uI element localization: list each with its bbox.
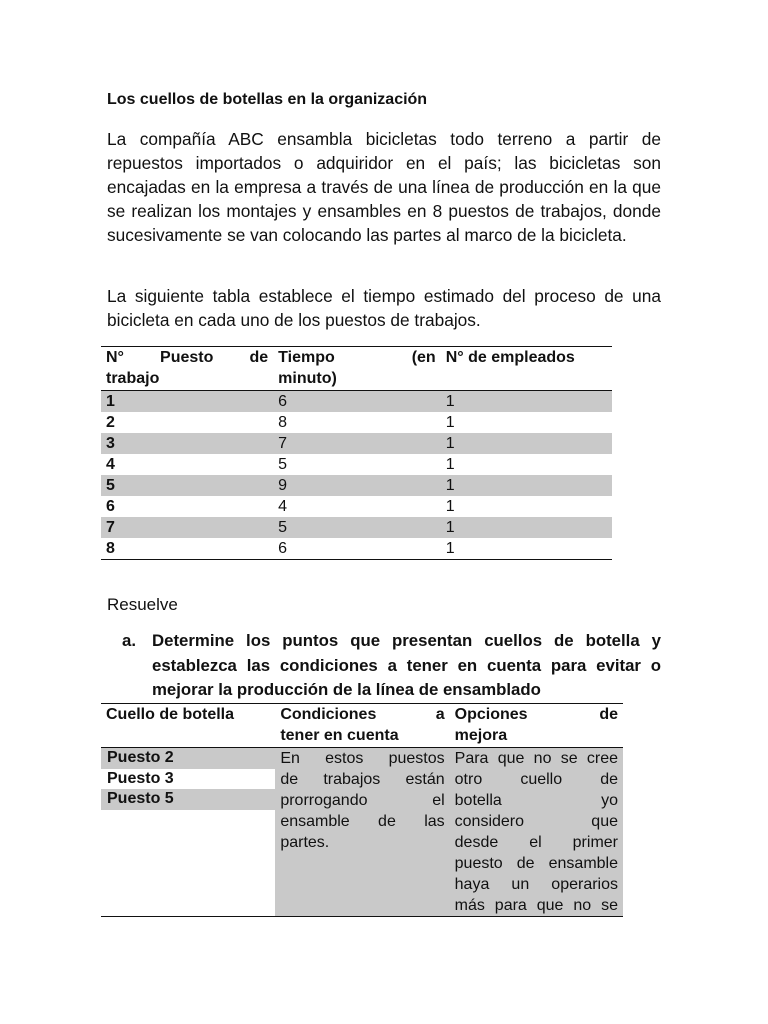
intro-paragraph: La compañía ABC ensambla bicicletas todo terreno a partir de repuestos importados o adquiridor en el país; las bicicletas son encajadas en la empresa a través de una línea de producción en la que se realizan los montajes y ensambles en 8 puestos de trabajos, donde sucesivamente se van colocando las partes al marco de la bicicleta. bbox=[107, 129, 661, 245]
cell-puesto: 1 bbox=[101, 391, 273, 413]
cell-condiciones bbox=[275, 748, 449, 917]
header-empleados: N° de empleados bbox=[441, 347, 612, 391]
item-text bbox=[152, 629, 661, 703]
cell-empleados: 1 bbox=[441, 517, 612, 538]
header-opciones-line1: Opciones de bbox=[454, 706, 618, 723]
cell-empleados: 1 bbox=[445, 498, 455, 515]
table-row bbox=[101, 538, 612, 560]
cell-cuellos bbox=[101, 748, 275, 917]
item-text-line: Determine los puntos que presentan cuellos de botella y bbox=[152, 631, 661, 650]
cell-text-line: En estos puestos bbox=[280, 750, 445, 767]
cell-text-line: ensamble de las bbox=[280, 813, 445, 830]
cell-puesto-5: Puesto 5 bbox=[101, 789, 275, 810]
cell-puesto-2: Puesto 2 bbox=[101, 748, 275, 769]
table-row bbox=[101, 475, 612, 496]
cell-text-line: prorrogando el bbox=[280, 792, 445, 809]
header-opciones-line2: mejora bbox=[454, 727, 508, 744]
cell-empleados: 1 bbox=[441, 538, 612, 560]
cell-empleados: 1 bbox=[441, 475, 612, 496]
workstation-times-table bbox=[101, 346, 612, 560]
table-row bbox=[101, 517, 612, 538]
cell-text-line: desde el primer bbox=[454, 834, 618, 851]
item-text-line: mejorar la producción de la línea de ensamblado bbox=[152, 680, 541, 699]
table-header-row bbox=[101, 347, 612, 391]
document-title: Los cuellos de botellas en la organización bbox=[107, 91, 428, 108]
cell-opciones bbox=[450, 748, 623, 917]
header-cuello: Cuello de botella bbox=[101, 704, 275, 748]
cell-tiempo: 8 bbox=[278, 414, 288, 431]
cell-text-line: puesto de ensamble bbox=[454, 855, 618, 872]
cell-text-line: más para que no se bbox=[454, 897, 618, 914]
cell-empleados: 1 bbox=[441, 433, 612, 454]
resuelve-heading: Resuelve bbox=[107, 595, 178, 614]
header-puesto bbox=[101, 347, 273, 391]
cell-text-line: Para que no se cree bbox=[454, 750, 618, 767]
table-row bbox=[101, 412, 612, 433]
item-text-line: establezca las condiciones a tener en cuenta para evitar o bbox=[152, 655, 661, 675]
cell-puesto: 4 bbox=[106, 456, 115, 473]
header-tiempo bbox=[273, 347, 441, 391]
cell-tiempo: 4 bbox=[278, 498, 288, 515]
cell-text-line: botella yo bbox=[454, 792, 618, 809]
header-puesto-line1: N° Puesto de bbox=[106, 349, 269, 366]
cell-text-line: considero que bbox=[454, 813, 618, 830]
cell-text-line: haya un operarios bbox=[454, 876, 618, 893]
cell-text-line: otro cuello de bbox=[454, 771, 618, 788]
cell-puesto: 5 bbox=[101, 475, 273, 496]
bottleneck-table bbox=[101, 703, 623, 917]
cell-puesto: 8 bbox=[101, 538, 273, 560]
cell-tiempo: 6 bbox=[273, 391, 441, 413]
table-row bbox=[101, 391, 612, 413]
cell-tiempo: 7 bbox=[273, 433, 441, 454]
header-condiciones bbox=[275, 704, 449, 748]
header-tiempo-line1: Tiempo (en bbox=[278, 349, 436, 366]
item-label: a. bbox=[122, 631, 136, 650]
table-header-row bbox=[101, 704, 623, 748]
cell-puesto: 3 bbox=[101, 433, 273, 454]
cell-puesto: 6 bbox=[106, 498, 115, 515]
table-row bbox=[101, 433, 612, 454]
header-opciones bbox=[450, 704, 623, 748]
cell-text-line: partes. bbox=[280, 834, 330, 851]
table-row bbox=[101, 496, 612, 517]
cell-tiempo: 6 bbox=[273, 538, 441, 560]
table-row bbox=[101, 454, 612, 475]
header-tiempo-line2: minuto) bbox=[278, 370, 337, 387]
cell-tiempo: 5 bbox=[278, 456, 288, 473]
cell-text-line: de trabajos están bbox=[280, 771, 445, 788]
cell-empleados: 1 bbox=[445, 456, 455, 473]
cell-puesto: 7 bbox=[101, 517, 273, 538]
cell-puesto: 2 bbox=[106, 414, 115, 431]
cell-empleados: 1 bbox=[441, 391, 612, 413]
table-intro-paragraph: La siguiente tabla establece el tiempo estimado del proceso de una bicicleta en cada uno de los puestos de trabajos. bbox=[107, 286, 661, 330]
cell-tiempo: 5 bbox=[273, 517, 441, 538]
header-condiciones-line2: tener en cuenta bbox=[280, 727, 399, 744]
question-item-a bbox=[122, 629, 661, 703]
cell-puesto-3: Puesto 3 bbox=[107, 769, 174, 787]
table-row bbox=[101, 748, 623, 917]
header-puesto-line2: trabajo bbox=[106, 370, 160, 387]
cell-empleados: 1 bbox=[445, 414, 455, 431]
header-condiciones-line1: Condiciones a bbox=[280, 706, 445, 723]
cell-tiempo: 9 bbox=[273, 475, 441, 496]
